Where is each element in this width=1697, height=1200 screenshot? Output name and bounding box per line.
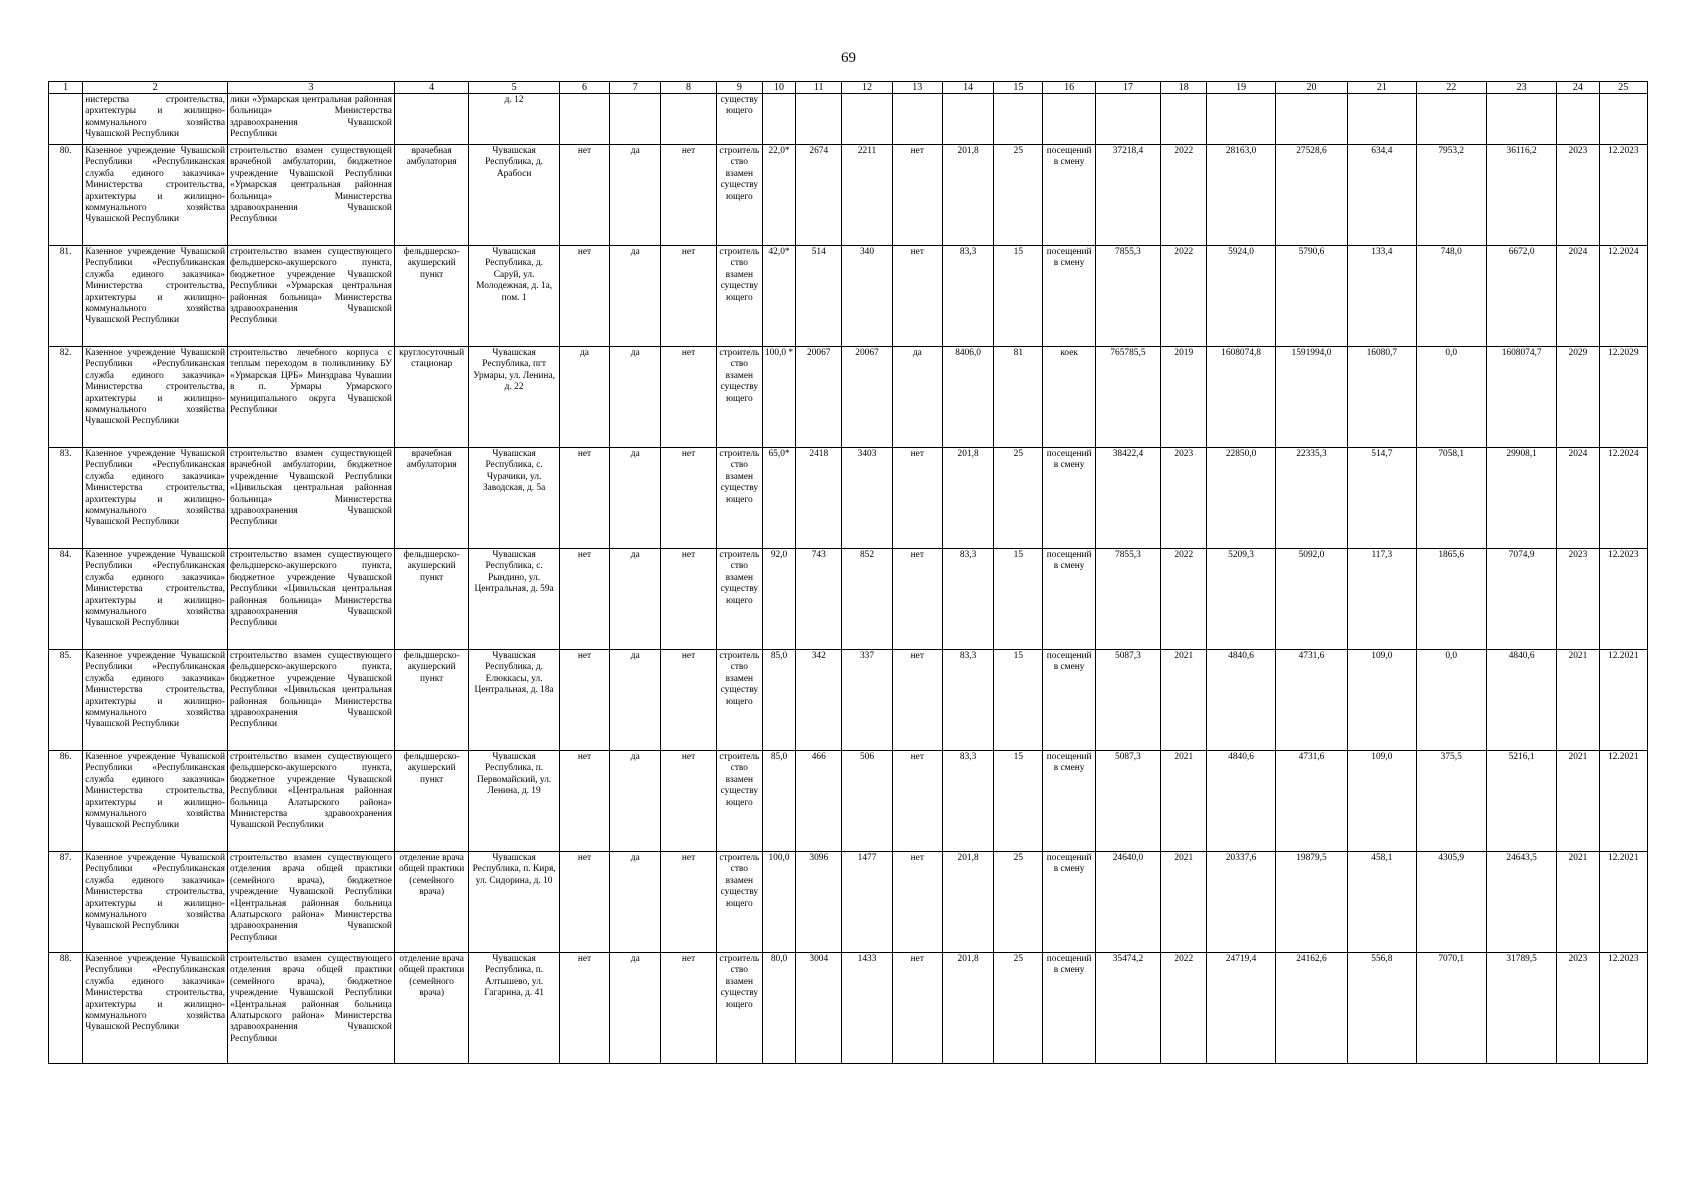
col-6-flag: нет <box>559 650 609 751</box>
col-13-flag: нет <box>892 549 942 650</box>
facility-type: врачебная амбулатория <box>394 145 468 246</box>
col-17-value: 5087,3 <box>1095 751 1160 852</box>
completion-date: 12.2023 <box>1599 145 1647 246</box>
completion-date <box>1599 94 1647 145</box>
col-23-value: 36116,2 <box>1486 145 1556 246</box>
col-23-value <box>1486 94 1556 145</box>
col-21-value: 16080,7 <box>1348 347 1416 448</box>
col-17-value <box>1095 94 1160 145</box>
col-24-year <box>1557 94 1599 145</box>
col-14-value: 83,3 <box>942 650 993 751</box>
capacity-unit: посещений в смену <box>1043 145 1095 246</box>
capacity-unit: посещений в смену <box>1043 953 1095 1064</box>
col-12-value: 852 <box>842 549 892 650</box>
col-12-value: 1433 <box>842 953 892 1064</box>
col-10-value: 100,0 <box>762 852 795 953</box>
col-19-value: 22850,0 <box>1207 448 1275 549</box>
col-18-year <box>1161 94 1207 145</box>
capacity-unit <box>1043 94 1095 145</box>
col-17-value: 7855,3 <box>1095 246 1160 347</box>
completion-date: 12.2024 <box>1599 448 1647 549</box>
col-23-value: 7074,9 <box>1486 549 1556 650</box>
col-21-value <box>1348 94 1416 145</box>
column-number-9: 9 <box>716 82 762 94</box>
col-14-value: 83,3 <box>942 246 993 347</box>
col-7-flag: да <box>610 246 661 347</box>
customer: Казенное учреждение Чувашской Республики «Республиканская служба единого заказчика» Министерства строительства, архитектуры и жилищно-коммунального хозяйства Чувашской Республики <box>83 347 228 448</box>
col-6-flag: нет <box>559 953 609 1064</box>
col-13-flag: да <box>892 347 942 448</box>
col-24-year: 2029 <box>1557 347 1599 448</box>
col-13-flag: нет <box>892 448 942 549</box>
col-21-value: 133,4 <box>1348 246 1416 347</box>
col-22-value: 1865,6 <box>1416 549 1486 650</box>
col-10-value <box>762 94 795 145</box>
col-18-year: 2019 <box>1161 347 1207 448</box>
completion-date: 12.2024 <box>1599 246 1647 347</box>
col-13-flag: нет <box>892 246 942 347</box>
col-11-value: 2418 <box>796 448 842 549</box>
capacity: 25 <box>994 953 1043 1064</box>
col-21-value: 556,8 <box>1348 953 1416 1064</box>
column-number-8: 8 <box>661 82 716 94</box>
column-number-row <box>49 82 1648 94</box>
column-number-17: 17 <box>1095 82 1160 94</box>
capacity-unit: посещений в смену <box>1043 751 1095 852</box>
col-21-value: 458,1 <box>1348 852 1416 953</box>
col-12-value: 337 <box>842 650 892 751</box>
col-24-year: 2021 <box>1557 751 1599 852</box>
facility-type: отделение врача общей практики (семейного врача) <box>394 852 468 953</box>
row-number: 84. <box>49 549 83 650</box>
col-11-value: 2674 <box>796 145 842 246</box>
col-8-flag: нет <box>661 347 716 448</box>
column-number-7: 7 <box>610 82 661 94</box>
facility-type: фельдшерско-акушерский пункт <box>394 246 468 347</box>
col-24-year: 2023 <box>1557 953 1599 1064</box>
completion-date: 12.2023 <box>1599 953 1647 1064</box>
capacity: 15 <box>994 549 1043 650</box>
col-11-value: 20067 <box>796 347 842 448</box>
col-20-value: 27528,6 <box>1275 145 1347 246</box>
col-19-value <box>1207 94 1275 145</box>
address: Чувашская Республика, д. Арабоси <box>469 145 560 246</box>
col-13-flag: нет <box>892 953 942 1064</box>
customer: Казенное учреждение Чувашской Республики «Республиканская служба единого заказчика» Министерства строительства, архитектуры и жилищно-коммунального хозяйства Чувашской Республики <box>83 246 228 347</box>
col-22-value: 0,0 <box>1416 347 1486 448</box>
column-number-25: 25 <box>1599 82 1647 94</box>
capacity: 81 <box>994 347 1043 448</box>
col-18-year: 2022 <box>1161 145 1207 246</box>
row-number: 88. <box>49 953 83 1064</box>
column-number-21: 21 <box>1348 82 1416 94</box>
col-14-value: 8406,0 <box>942 347 993 448</box>
col-11-value: 3096 <box>796 852 842 953</box>
col-10-value: 22,0* <box>762 145 795 246</box>
facility-type <box>394 94 468 145</box>
col-12-value: 340 <box>842 246 892 347</box>
col-11-value: 466 <box>796 751 842 852</box>
col-17-value: 5087,3 <box>1095 650 1160 751</box>
customer: Казенное учреждение Чувашской Республики «Республиканская служба единого заказчика» Министерства строительства, архитектуры и жилищно-коммунального хозяйства Чувашской Республики <box>83 852 228 953</box>
col-7-flag: да <box>610 650 661 751</box>
col-22-value: 375,5 <box>1416 751 1486 852</box>
col-19-value: 20337,6 <box>1207 852 1275 953</box>
address: Чувашская Республика, д. Саруй, ул. Молодежная, д. 1а, пом. 1 <box>469 246 560 347</box>
table-row <box>49 448 1648 549</box>
col-12-value: 2211 <box>842 145 892 246</box>
col-23-value: 31789,5 <box>1486 953 1556 1064</box>
column-number-23: 23 <box>1486 82 1556 94</box>
address: Чувашская Республика, с. Чурачики, ул. Заводская, д. 5а <box>469 448 560 549</box>
column-number-15: 15 <box>994 82 1043 94</box>
col-7-flag: да <box>610 953 661 1064</box>
completion-date: 12.2021 <box>1599 650 1647 751</box>
col-12-value: 506 <box>842 751 892 852</box>
col-23-value: 6672,0 <box>1486 246 1556 347</box>
col-10-value: 100,0 * <box>762 347 795 448</box>
col-22-value: 4305,9 <box>1416 852 1486 953</box>
work-type: строительство взамен существующего <box>716 145 762 246</box>
col-13-flag: нет <box>892 650 942 751</box>
col-14-value: 83,3 <box>942 549 993 650</box>
col-8-flag: нет <box>661 650 716 751</box>
column-number-2: 2 <box>83 82 228 94</box>
capacity-unit: посещений в смену <box>1043 246 1095 347</box>
column-number-18: 18 <box>1161 82 1207 94</box>
col-6-flag <box>559 94 609 145</box>
address: Чувашская Республика, д. Елюккасы, ул. Центральная, д. 18а <box>469 650 560 751</box>
col-12-value <box>842 94 892 145</box>
capacity: 25 <box>994 852 1043 953</box>
col-7-flag: да <box>610 145 661 246</box>
col-8-flag: нет <box>661 852 716 953</box>
completion-date: 12.2023 <box>1599 549 1647 650</box>
col-6-flag: нет <box>559 549 609 650</box>
facility-type: отделение врача общей практики (семейного врача) <box>394 953 468 1064</box>
work-type: существующего <box>716 94 762 145</box>
object-name: строительство взамен существующего фельдшерско-акушерского пункта, бюджетное учреждение Чувашской Республики «Урмарская центральная районная больница» Министерства здравоохранения Чувашской Республики <box>228 246 395 347</box>
col-17-value: 765785,5 <box>1095 347 1160 448</box>
col-24-year: 2021 <box>1557 650 1599 751</box>
col-14-value: 201,8 <box>942 953 993 1064</box>
object-name: строительство взамен существующего отделения врача общей практики (семейного врача), бюджетное учреждение Чувашской Республики «Центральная районная больница Алатырского района» Министерства здравоохранения Чувашской Республики <box>228 852 395 953</box>
col-21-value: 514,7 <box>1348 448 1416 549</box>
col-13-flag: нет <box>892 145 942 246</box>
col-20-value: 1591994,0 <box>1275 347 1347 448</box>
col-6-flag: нет <box>559 852 609 953</box>
column-number-1: 1 <box>49 82 83 94</box>
col-22-value <box>1416 94 1486 145</box>
col-8-flag: нет <box>661 448 716 549</box>
work-type: строительство взамен существующего <box>716 953 762 1064</box>
col-8-flag: нет <box>661 549 716 650</box>
col-12-value: 20067 <box>842 347 892 448</box>
column-number-12: 12 <box>842 82 892 94</box>
col-21-value: 634,4 <box>1348 145 1416 246</box>
column-number-24: 24 <box>1557 82 1599 94</box>
col-22-value: 7070,1 <box>1416 953 1486 1064</box>
capacity: 25 <box>994 145 1043 246</box>
col-19-value: 4840,6 <box>1207 650 1275 751</box>
column-number-4: 4 <box>394 82 468 94</box>
col-17-value: 7855,3 <box>1095 549 1160 650</box>
col-20-value: 24162,6 <box>1275 953 1347 1064</box>
col-17-value: 37218,4 <box>1095 145 1160 246</box>
table-row <box>49 751 1648 852</box>
col-6-flag: нет <box>559 145 609 246</box>
table-row <box>49 549 1648 650</box>
col-6-flag: да <box>559 347 609 448</box>
col-10-value: 92,0 <box>762 549 795 650</box>
capacity: 15 <box>994 650 1043 751</box>
address: Чувашская Республика, п. Алтышево, ул. Гагарина, д. 41 <box>469 953 560 1064</box>
col-13-flag: нет <box>892 751 942 852</box>
object-name: лики «Урмарская центральная районная больница» Министерства здравоохранения Чувашской Республики <box>228 94 395 145</box>
column-number-5: 5 <box>469 82 560 94</box>
table-row <box>49 94 1648 145</box>
capacity <box>994 94 1043 145</box>
col-21-value: 109,0 <box>1348 650 1416 751</box>
table-row <box>49 347 1648 448</box>
object-name: строительство взамен существующей врачебной амбулатории, бюджетное учреждение Чувашской Республики «Урмарская центральная районная больница» Министерства здравоохранения Чувашской Республики <box>228 145 395 246</box>
col-21-value: 117,3 <box>1348 549 1416 650</box>
col-13-flag <box>892 94 942 145</box>
col-20-value: 5092,0 <box>1275 549 1347 650</box>
col-7-flag: да <box>610 852 661 953</box>
col-11-value: 743 <box>796 549 842 650</box>
col-12-value: 1477 <box>842 852 892 953</box>
customer: нистерства строительства, архитектуры и жилищно-коммунального хозяйства Чувашской Республики <box>83 94 228 145</box>
capacity-unit: посещений в смену <box>1043 549 1095 650</box>
col-19-value: 5209,3 <box>1207 549 1275 650</box>
col-12-value: 3403 <box>842 448 892 549</box>
col-23-value: 5216,1 <box>1486 751 1556 852</box>
customer: Казенное учреждение Чувашской Республики «Республиканская служба единого заказчика» Министерства строительства, архитектуры и жилищно-коммунального хозяйства Чувашской Республики <box>83 549 228 650</box>
col-24-year: 2024 <box>1557 246 1599 347</box>
col-24-year: 2021 <box>1557 852 1599 953</box>
col-17-value: 35474,2 <box>1095 953 1160 1064</box>
work-type: строительство взамен существующего <box>716 852 762 953</box>
row-number: 81. <box>49 246 83 347</box>
work-type: строительство взамен существующего <box>716 246 762 347</box>
row-number: 83. <box>49 448 83 549</box>
row-number: 86. <box>49 751 83 852</box>
col-7-flag: да <box>610 549 661 650</box>
col-20-value: 4731,6 <box>1275 650 1347 751</box>
col-8-flag: нет <box>661 953 716 1064</box>
column-number-19: 19 <box>1207 82 1275 94</box>
column-number-14: 14 <box>942 82 993 94</box>
capacity-unit: посещений в смену <box>1043 852 1095 953</box>
facility-type: фельдшерско-акушерский пункт <box>394 650 468 751</box>
row-number: 87. <box>49 852 83 953</box>
col-7-flag: да <box>610 751 661 852</box>
col-13-flag: нет <box>892 852 942 953</box>
object-name: строительство взамен существующего фельдшерско-акушерского пункта, бюджетное учреждение Чувашской Республики «Цивильская центральная районная больница» Министерства здравоохранения Чувашской Республики <box>228 650 395 751</box>
col-24-year: 2023 <box>1557 145 1599 246</box>
col-14-value: 83,3 <box>942 751 993 852</box>
capacity-unit: коек <box>1043 347 1095 448</box>
work-type: строительство взамен существующего <box>716 347 762 448</box>
col-11-value: 3004 <box>796 953 842 1064</box>
col-14-value: 201,8 <box>942 852 993 953</box>
facility-type: врачебная амбулатория <box>394 448 468 549</box>
col-14-value: 201,8 <box>942 448 993 549</box>
facility-type: круглосуточный стационар <box>394 347 468 448</box>
col-18-year: 2021 <box>1161 852 1207 953</box>
column-number-20: 20 <box>1275 82 1347 94</box>
col-6-flag: нет <box>559 246 609 347</box>
column-number-11: 11 <box>796 82 842 94</box>
object-name: строительство взамен существующей врачебной амбулатории, бюджетное учреждение Чувашской Республики «Цивильская центральная районная больница» Министерства здравоохранения Чувашской Республики <box>228 448 395 549</box>
column-number-6: 6 <box>559 82 609 94</box>
col-20-value: 4731,6 <box>1275 751 1347 852</box>
col-14-value <box>942 94 993 145</box>
col-23-value: 4840,6 <box>1486 650 1556 751</box>
col-19-value: 5924,0 <box>1207 246 1275 347</box>
col-21-value: 109,0 <box>1348 751 1416 852</box>
table-row <box>49 852 1648 953</box>
work-type: строительство взамен существующего <box>716 650 762 751</box>
customer: Казенное учреждение Чувашской Республики «Республиканская служба единого заказчика» Министерства строительства, архитектуры и жилищно-коммунального хозяйства Чувашской Республики <box>83 650 228 751</box>
work-type: строительство взамен существующего <box>716 751 762 852</box>
row-number <box>49 94 83 145</box>
col-19-value: 28163,0 <box>1207 145 1275 246</box>
col-20-value: 5790,6 <box>1275 246 1347 347</box>
customer: Казенное учреждение Чувашской Республики «Республиканская служба единого заказчика» Министерства строительства, архитектуры и жилищно-коммунального хозяйства Чувашской Республики <box>83 448 228 549</box>
col-10-value: 85,0 <box>762 650 795 751</box>
col-18-year: 2022 <box>1161 549 1207 650</box>
col-22-value: 0,0 <box>1416 650 1486 751</box>
col-17-value: 24640,0 <box>1095 852 1160 953</box>
col-18-year: 2021 <box>1161 650 1207 751</box>
column-number-22: 22 <box>1416 82 1486 94</box>
col-19-value: 1608074,8 <box>1207 347 1275 448</box>
column-number-13: 13 <box>892 82 942 94</box>
col-10-value: 85,0 <box>762 751 795 852</box>
address: Чувашская Республика, п. Первомайский, ул. Ленина, д. 19 <box>469 751 560 852</box>
address: Чувашская Республика, пгт Урмары, ул. Ленина, д. 22 <box>469 347 560 448</box>
completion-date: 12.2021 <box>1599 852 1647 953</box>
object-name: строительство взамен существующего фельдшерско-акушерского пункта, бюджетное учреждение Чувашской Республики «Цивильская центральная районная больница» Министерства здравоохранения Чувашской Республики <box>228 549 395 650</box>
col-11-value: 514 <box>796 246 842 347</box>
completion-date: 12.2021 <box>1599 751 1647 852</box>
col-10-value: 42,0* <box>762 246 795 347</box>
col-20-value <box>1275 94 1347 145</box>
col-23-value: 1608074,7 <box>1486 347 1556 448</box>
customer: Казенное учреждение Чувашской Республики «Республиканская служба единого заказчика» Министерства строительства, архитектуры и жилищно-коммунального хозяйства Чувашской Республики <box>83 751 228 852</box>
object-name: строительство лечебного корпуса с теплым переходом в поликлинику БУ «Урмарская ЦРБ» Минздрава Чувашии в п. Урмары Урмарского муниципального округа Чувашской Республики <box>228 347 395 448</box>
col-11-value: 342 <box>796 650 842 751</box>
col-23-value: 29908,1 <box>1486 448 1556 549</box>
col-19-value: 4840,6 <box>1207 751 1275 852</box>
col-10-value: 80,0 <box>762 953 795 1064</box>
col-11-value <box>796 94 842 145</box>
address: Чувашская Республика, п. Киря, ул. Сидорина, д. 10 <box>469 852 560 953</box>
col-18-year: 2022 <box>1161 953 1207 1064</box>
column-number-10: 10 <box>762 82 795 94</box>
capacity: 25 <box>994 448 1043 549</box>
col-22-value: 748,0 <box>1416 246 1486 347</box>
col-17-value: 38422,4 <box>1095 448 1160 549</box>
col-8-flag <box>661 94 716 145</box>
row-number: 82. <box>49 347 83 448</box>
address: д. 12 <box>469 94 560 145</box>
completion-date: 12.2029 <box>1599 347 1647 448</box>
facility-type: фельдшерско-акушерский пункт <box>394 549 468 650</box>
capacity: 15 <box>994 246 1043 347</box>
col-18-year: 2021 <box>1161 751 1207 852</box>
col-24-year: 2023 <box>1557 549 1599 650</box>
table-row <box>49 145 1648 246</box>
col-7-flag <box>610 94 661 145</box>
column-number-3: 3 <box>228 82 395 94</box>
page-number: 69 <box>841 50 856 66</box>
capacity: 15 <box>994 751 1043 852</box>
col-24-year: 2024 <box>1557 448 1599 549</box>
col-10-value: 65,0* <box>762 448 795 549</box>
col-14-value: 201,8 <box>942 145 993 246</box>
col-18-year: 2022 <box>1161 246 1207 347</box>
facility-type: фельдшерско-акушерский пункт <box>394 751 468 852</box>
col-19-value: 24719,4 <box>1207 953 1275 1064</box>
row-number: 80. <box>49 145 83 246</box>
row-number: 85. <box>49 650 83 751</box>
work-type: строительство взамен существующего <box>716 448 762 549</box>
capacity-unit: посещений в смену <box>1043 448 1095 549</box>
col-8-flag: нет <box>661 145 716 246</box>
col-8-flag: нет <box>661 246 716 347</box>
address: Чувашская Республика, с. Рындино, ул. Центральная, д. 59а <box>469 549 560 650</box>
col-22-value: 7058,1 <box>1416 448 1486 549</box>
table-row <box>49 246 1648 347</box>
customer: Казенное учреждение Чувашской Республики «Республиканская служба единого заказчика» Министерства строительства, архитектуры и жилищно-коммунального хозяйства Чувашской Республики <box>83 953 228 1064</box>
work-type: строительство взамен существующего <box>716 549 762 650</box>
col-20-value: 19879,5 <box>1275 852 1347 953</box>
col-6-flag: нет <box>559 448 609 549</box>
capacity-unit: посещений в смену <box>1043 650 1095 751</box>
col-6-flag: нет <box>559 751 609 852</box>
col-8-flag: нет <box>661 751 716 852</box>
col-7-flag: да <box>610 347 661 448</box>
table-row <box>49 650 1648 751</box>
col-18-year: 2023 <box>1161 448 1207 549</box>
table-row <box>49 953 1648 1064</box>
object-name: строительство взамен существующего фельдшерско-акушерского пункта, бюджетное учреждение Чувашской Республики «Центральная районная больница Алатырского района» Министерства здравоохранения Чувашской Республики <box>228 751 395 852</box>
object-name: строительство взамен существующего отделения врача общей практики (семейного врача), бюджетное учреждение Чувашской Республики «Центральная районная больница Алатырского района» Министерства здравоохранения Чувашской Республики <box>228 953 395 1064</box>
col-20-value: 22335,3 <box>1275 448 1347 549</box>
col-7-flag: да <box>610 448 661 549</box>
col-22-value: 7953,2 <box>1416 145 1486 246</box>
column-number-16: 16 <box>1043 82 1095 94</box>
customer: Казенное учреждение Чувашской Республики «Республиканская служба единого заказчика» Министерства строительства, архитектуры и жилищно-коммунального хозяйства Чувашской Республики <box>83 145 228 246</box>
investment-projects-table <box>48 81 1648 1064</box>
col-23-value: 24643,5 <box>1486 852 1556 953</box>
